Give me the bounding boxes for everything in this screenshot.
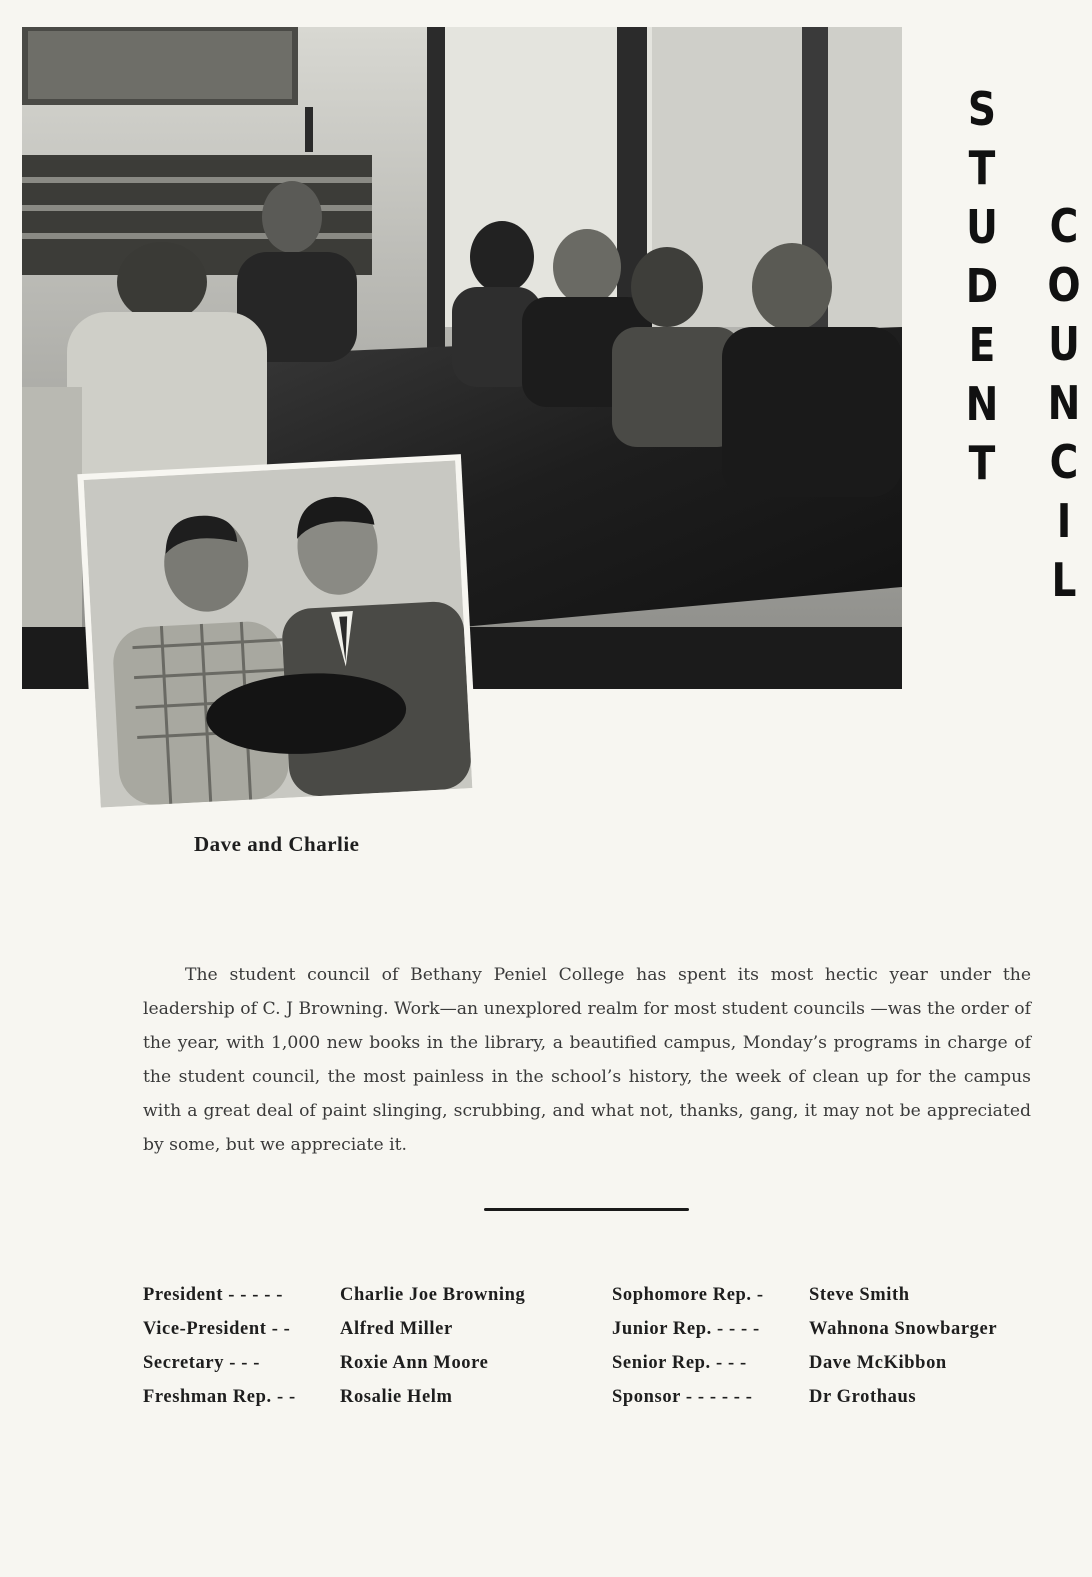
officer-name: Steve Smith xyxy=(809,1285,910,1305)
officer-row xyxy=(143,1353,489,1387)
officer-role: Freshman Rep. - - xyxy=(143,1387,296,1407)
officer-name: Wahnona Snowbarger xyxy=(809,1319,998,1339)
officer-role: Vice-President - - xyxy=(143,1319,291,1339)
officers-list-left xyxy=(143,1285,526,1421)
title-letter: S xyxy=(967,82,997,136)
officer-name: Charlie Joe Browning xyxy=(340,1285,526,1305)
officer-role: President - - - - - xyxy=(143,1285,284,1305)
title-letter: T xyxy=(968,436,996,490)
officer-role: Junior Rep. - - - - xyxy=(612,1319,760,1339)
title-letter: O xyxy=(1047,258,1081,312)
title-letter: U xyxy=(966,200,998,254)
officer-row xyxy=(612,1353,947,1387)
title-letter: U xyxy=(1048,317,1080,371)
officer-row xyxy=(143,1387,453,1421)
title-letter: D xyxy=(965,259,999,313)
title-letter: L xyxy=(1051,553,1077,607)
officer-row xyxy=(143,1285,526,1319)
photo-caption: Dave and Charlie xyxy=(194,832,360,856)
officer-role: Senior Rep. - - - xyxy=(612,1353,747,1373)
title-letter: N xyxy=(1047,376,1081,430)
officer-name: Dr Grothaus xyxy=(809,1387,917,1407)
officer-role: Secretary - - - xyxy=(143,1353,261,1373)
title-letter: N xyxy=(965,377,999,431)
officer-name: Dave McKibbon xyxy=(809,1353,947,1373)
officer-row xyxy=(612,1387,917,1421)
officer-role: Sophomore Rep. - xyxy=(612,1285,764,1305)
officers-list-right xyxy=(612,1285,998,1421)
divider xyxy=(484,1208,689,1211)
title-student xyxy=(965,80,999,493)
officer-role: Sponsor - - - - - - xyxy=(612,1387,753,1407)
title-letter: C xyxy=(1049,199,1079,253)
officer-name: Alfred Miller xyxy=(340,1319,453,1339)
officer-row xyxy=(612,1319,998,1353)
title-letter: T xyxy=(968,141,996,195)
council-description: The student council of Bethany Peniel College has spent its most hectic year under the leadership of C. J Browning. Work—an unexplored realm for most student councils —was the order of the year, with 1,000 new books in the library, a beautified campus, Monday’s programs in charge of the student council, the most painless in the school’s history, the week of clean up for the campus with a great deal of paint slinging, scrubbing, and what not, thanks, gang, it may not be appreciated by some, but we appreciate it. xyxy=(143,965,1031,1155)
title-letter: E xyxy=(968,318,996,372)
officer-name: Roxie Ann Moore xyxy=(340,1353,489,1373)
inset-photo-dave-and-charlie xyxy=(84,460,473,807)
title-letter: C xyxy=(1049,435,1079,489)
title-letter: I xyxy=(1056,494,1072,548)
title-council xyxy=(1047,197,1081,610)
officer-name: Rosalie Helm xyxy=(340,1387,453,1407)
officer-row xyxy=(143,1319,453,1353)
officer-row xyxy=(612,1285,910,1319)
